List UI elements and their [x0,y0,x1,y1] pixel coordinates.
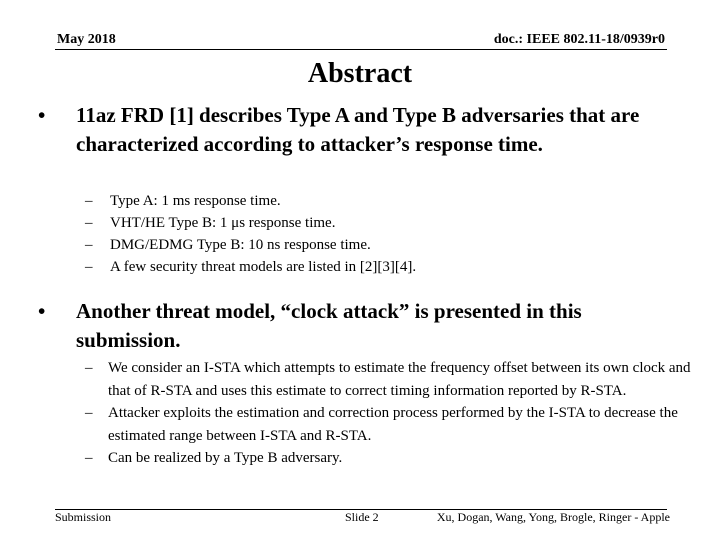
sub-bullet-item [85,256,685,278]
footer-slide-number: Slide 2 [345,510,379,524]
sub-bullet-item [85,212,685,234]
footer-left: Submission [55,510,112,524]
dash-marker: – [85,450,93,466]
dash-marker: – [85,215,93,231]
slide-title: Abstract [307,58,413,89]
sub-bullet-item [85,447,697,470]
sub-bullet-text: Attacker exploits the estimation and correction process performed by the I-STA to decrease the estimated range between I-STA and R-STA. [108,405,678,444]
sub-bullet-item [85,357,697,402]
sub-bullet-text: We consider an I-STA which attempts to estimate the frequency offset between its own clock and that of R-STA and uses this estimate to correct timing information reported by R-STA. [108,360,691,399]
bullet-marker: • [38,103,46,127]
dash-marker: – [85,193,93,209]
sub-bullet-list [85,357,697,470]
sub-bullet-item [85,234,685,256]
dash-marker: – [85,405,93,421]
sub-bullet-item [85,190,685,212]
header-doc-id: doc.: IEEE 802.11-18/0939r0 [493,32,665,47]
sub-bullet-text: Type A: 1 ms response time. [110,193,281,209]
bullet-text: 11az FRD [1] describes Type A and Type B adversaries that are characterized according to attacker’s response time. [76,103,640,156]
header-date: May 2018 [57,32,116,47]
sub-bullet-item [85,402,697,447]
footer-authors: Xu, Dogan, Wang, Yong, Brogle, Ringer - Apple [436,510,670,524]
bullet-text: Another threat model, “clock attack” is presented in this submission. [76,299,582,352]
sub-bullet-text: VHT/HE Type B: 1 μs response time. [110,215,336,231]
header-rule [55,49,667,50]
sub-bullet-text: Can be realized by a Type B adversary. [108,450,343,466]
bullet-marker: • [38,299,46,323]
sub-bullet-text: A few security threat models are listed in [2][3][4]. [110,259,417,275]
sub-bullet-text: DMG/EDMG Type B: 10 ns response time. [110,237,371,253]
sub-bullet-list [85,190,685,278]
dash-marker: – [85,360,93,376]
dash-marker: – [85,259,93,275]
dash-marker: – [85,237,93,253]
bullet-item [38,101,688,159]
bullet-item [38,297,688,355]
